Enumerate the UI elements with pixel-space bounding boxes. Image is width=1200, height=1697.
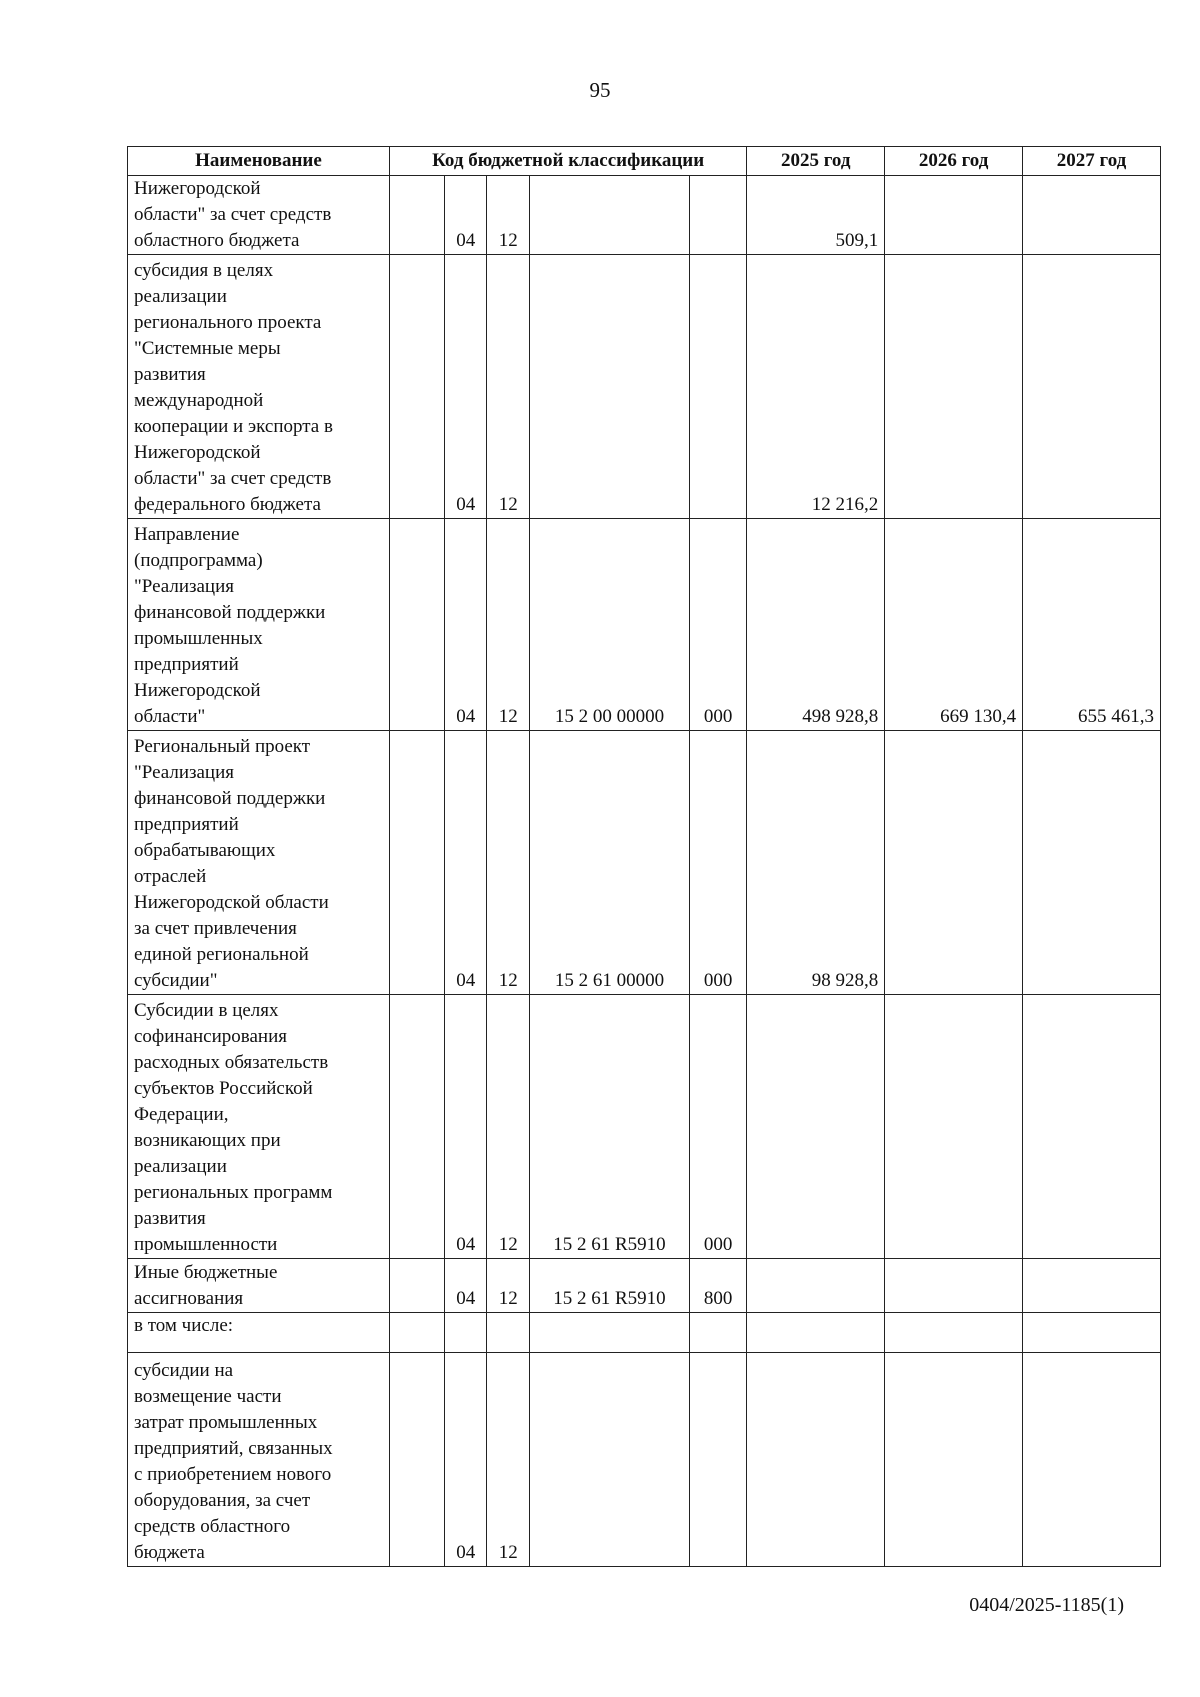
row-2026 [885, 255, 1023, 519]
row-code-target [529, 255, 689, 519]
row-2025: 498 928,8 [747, 519, 885, 731]
row-code-1 [389, 255, 444, 519]
header-2025: 2025 год [747, 147, 885, 176]
row-code-target [529, 1353, 689, 1567]
row-2025: 12 216,2 [747, 255, 885, 519]
row-2025 [747, 1259, 885, 1313]
row-code-section: 04 [445, 255, 487, 519]
header-2027: 2027 год [1023, 147, 1161, 176]
row-code-type [690, 1313, 747, 1353]
header-name: Наименование [128, 147, 390, 176]
row-code-subsection: 12 [487, 519, 529, 731]
row-2027: 655 461,3 [1023, 519, 1161, 731]
row-name: Нижегородской области" за счет средств областного бюджета [128, 176, 390, 255]
row-2025 [747, 1353, 885, 1567]
row-code-subsection: 12 [487, 731, 529, 995]
row-code-subsection: 12 [487, 1259, 529, 1313]
row-2026 [885, 1313, 1023, 1353]
row-2026: 669 130,4 [885, 519, 1023, 731]
row-name: субсидии на возмещение части затрат промышленных предприятий, связанных с приобретением нового оборудования, за счет средств областного бюджета [128, 1353, 390, 1567]
table-body [128, 176, 1161, 1567]
table-row [128, 731, 1161, 995]
budget-table [127, 146, 1161, 1567]
header-code: Код бюджетной классификации [389, 147, 746, 176]
row-code-type: 000 [690, 519, 747, 731]
table-row [128, 1313, 1161, 1353]
row-code-type [690, 255, 747, 519]
row-code-section: 04 [445, 995, 487, 1259]
table-row [128, 995, 1161, 1259]
row-code-subsection [487, 1313, 529, 1353]
row-2026 [885, 176, 1023, 255]
row-code-1 [389, 519, 444, 731]
row-code-section: 04 [445, 731, 487, 995]
row-code-type: 000 [690, 995, 747, 1259]
row-name: субсидия в целях реализации регионального проекта "Системные меры развития международной кооперации и экспорта в Нижегородской области" за счет средств федерального бюджета [128, 255, 390, 519]
row-2027 [1023, 176, 1161, 255]
row-2027 [1023, 1353, 1161, 1567]
row-code-section: 04 [445, 1259, 487, 1313]
row-code-1 [389, 1259, 444, 1313]
row-2027 [1023, 995, 1161, 1259]
row-code-1 [389, 1353, 444, 1567]
row-2026 [885, 731, 1023, 995]
row-name: Субсидии в целях софинансирования расходных обязательств субъектов Российской Федерации, возникающих при реализации региональных программ развития промышленности [128, 995, 390, 1259]
row-code-target: 15 2 61 00000 [529, 731, 689, 995]
row-code-section [445, 1313, 487, 1353]
row-name: Иные бюджетные ассигнования [128, 1259, 390, 1313]
row-name: Региональный проект "Реализация финансовой поддержки предприятий обрабатывающих отраслей Нижегородской области за счет привлечения единой региональной субсидии" [128, 731, 390, 995]
row-2027 [1023, 731, 1161, 995]
row-code-1 [389, 1313, 444, 1353]
row-2025 [747, 995, 885, 1259]
row-code-type [690, 1353, 747, 1567]
row-code-subsection: 12 [487, 1353, 529, 1567]
table-row [128, 519, 1161, 731]
row-code-target: 15 2 61 R5910 [529, 995, 689, 1259]
row-code-1 [389, 176, 444, 255]
row-name: Направление (подпрограмма) "Реализация финансовой поддержки промышленных предприятий Нижегородской области" [128, 519, 390, 731]
row-code-subsection: 12 [487, 255, 529, 519]
row-code-type [690, 176, 747, 255]
row-code-target [529, 1313, 689, 1353]
header-2026: 2026 год [885, 147, 1023, 176]
row-2026 [885, 1353, 1023, 1567]
row-2027 [1023, 1259, 1161, 1313]
row-code-section: 04 [445, 1353, 487, 1567]
row-code-section: 04 [445, 519, 487, 731]
row-2026 [885, 1259, 1023, 1313]
page-number: 95 [589, 78, 611, 102]
row-code-type: 000 [690, 731, 747, 995]
row-code-subsection: 12 [487, 176, 529, 255]
row-2025 [747, 1313, 885, 1353]
row-code-1 [389, 731, 444, 995]
row-code-target: 15 2 61 R5910 [529, 1259, 689, 1313]
row-code-subsection: 12 [487, 995, 529, 1259]
row-2025: 509,1 [747, 176, 885, 255]
table-row [128, 255, 1161, 519]
row-2026 [885, 995, 1023, 1259]
table-row [128, 176, 1161, 255]
row-2025: 98 928,8 [747, 731, 885, 995]
row-2027 [1023, 1313, 1161, 1353]
row-name: в том числе: [128, 1313, 390, 1353]
table-header-row [128, 147, 1161, 176]
table-row [128, 1353, 1161, 1567]
row-code-section: 04 [445, 176, 487, 255]
row-code-target [529, 176, 689, 255]
row-code-1 [389, 995, 444, 1259]
table-row [128, 1259, 1161, 1313]
document-code: 0404/2025-1185(1) [969, 1594, 1124, 1616]
row-code-target: 15 2 00 00000 [529, 519, 689, 731]
row-2027 [1023, 255, 1161, 519]
row-code-type: 800 [690, 1259, 747, 1313]
